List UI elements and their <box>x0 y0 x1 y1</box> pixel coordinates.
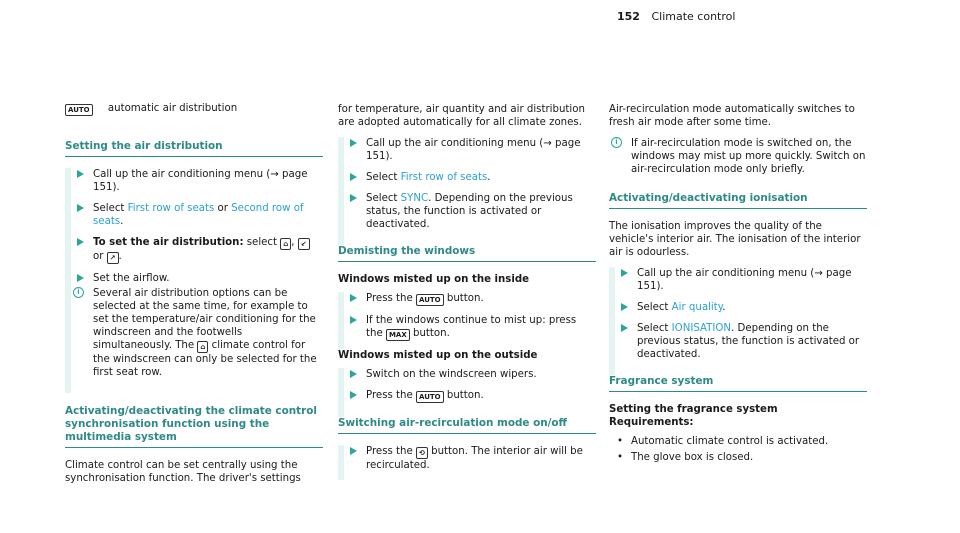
step-text: Select <box>366 193 401 204</box>
section-title: Climate control <box>651 10 736 23</box>
step-text: If the windows continue to mist up: press the <box>366 315 577 339</box>
step <box>338 192 596 245</box>
windscreen-icon: ⌂ <box>197 341 208 353</box>
step <box>65 272 323 393</box>
menu-item-first-row: First row of seats <box>127 203 215 214</box>
info-icon: i <box>73 287 84 298</box>
subheading-requirements: Requirements: <box>609 417 694 428</box>
max-defrost-icon: MAX <box>386 329 410 341</box>
paragraph: for temperature, air quantity and air distribution are adopted automatically for all climate zones. <box>338 104 585 128</box>
paragraph: Climate control can be set centrally using the synchronisation function. The driver's settings <box>65 460 301 484</box>
step-text: . <box>118 251 122 262</box>
column-2 <box>338 103 596 480</box>
menu-item-ionisation: IONISATION <box>671 323 732 334</box>
windscreen-icon: ⌂ <box>280 238 291 250</box>
step-arrow-icon <box>77 238 84 246</box>
step-arrow-icon <box>350 173 357 181</box>
note <box>71 287 323 393</box>
step-label: To set the air distribution: <box>93 237 244 248</box>
step <box>65 202 323 236</box>
step-text: button. <box>443 293 484 304</box>
step-arrow-icon <box>77 204 84 212</box>
step-arrow-icon <box>350 370 357 378</box>
step <box>338 368 596 389</box>
note <box>609 137 867 176</box>
step <box>338 171 596 192</box>
step-text: Select <box>93 203 128 214</box>
step-text: button. <box>409 328 450 339</box>
paragraph: The ionisation improves the quality of the vehicle's interior air. The ionisation of the interior air is odourless. <box>609 221 861 258</box>
step-text: . Depending on the previous status, the function is activated or deactivated. <box>637 323 860 360</box>
step <box>338 292 596 314</box>
step-arrow-icon <box>350 316 357 324</box>
step <box>65 236 323 272</box>
menu-item-sync: SYNC <box>400 193 429 204</box>
step <box>338 314 596 349</box>
list-item: • Automatic climate control is activated. <box>609 435 867 448</box>
paragraph: Air-recirculation mode automatically switches to fresh air mode after some time. <box>609 104 855 128</box>
recirculation-icon: ⟲ <box>416 447 428 459</box>
step-text: Select <box>637 302 672 313</box>
column-1 <box>65 140 323 493</box>
step-arrow-icon <box>350 447 357 455</box>
menu-item-first-row: First row of seats <box>400 172 488 183</box>
step-arrow-icon <box>350 294 357 302</box>
auto-distribution-icon: AUTO <box>65 104 93 116</box>
step-text: , <box>291 237 298 248</box>
step-arrow-icon <box>621 303 628 311</box>
step-text: or <box>214 203 232 214</box>
step-arrow-icon <box>621 324 628 332</box>
airflow-down-icon: ↙ <box>298 238 310 250</box>
step-text: select <box>243 237 281 248</box>
note-text: climate control for the windscreen can only be selected for the first seat row. <box>93 340 317 378</box>
step-text: . <box>120 216 124 227</box>
step-text: Call up the air conditioning menu (→ page 151). <box>366 138 581 162</box>
auto-button-icon: AUTO <box>416 391 444 403</box>
info-icon: i <box>611 137 622 148</box>
step-arrow-icon <box>350 194 357 202</box>
step-text: . <box>487 172 491 183</box>
column-3 <box>609 103 867 467</box>
step-text: button. <box>443 390 484 401</box>
step <box>338 137 596 171</box>
page-number: 152 <box>617 10 640 23</box>
heading-demisting: Demisting the windows <box>338 245 596 262</box>
note-text: Several air distribution options can be selected at the same time, for example to set the temperature/air conditioning for the windscreen and the footwells simultaneously. The <box>93 288 316 351</box>
step-text: Press the <box>366 390 417 401</box>
heading-fragrance: Fragrance system <box>609 375 867 392</box>
subheading-inside: Windows misted up on the inside <box>338 274 530 285</box>
step-arrow-icon <box>350 139 357 147</box>
step-arrow-icon <box>77 170 84 178</box>
step <box>65 168 323 202</box>
step-text: or <box>93 251 107 262</box>
step-arrow-icon <box>621 269 628 277</box>
step <box>338 389 596 417</box>
step-text: . <box>722 302 726 313</box>
step-text: Set the airflow. <box>93 273 170 284</box>
step-text: Select <box>366 172 401 183</box>
step-text: Call up the air conditioning menu (→ page 151). <box>637 268 852 292</box>
step-text: Switch on the windscreen wipers. <box>366 369 537 380</box>
step <box>338 445 596 480</box>
step-arrow-icon <box>350 391 357 399</box>
subheading-setting-fragrance: Setting the fragrance system <box>609 404 778 415</box>
step-text: button. The interior air will be recirculated. <box>366 446 583 471</box>
step-arrow-icon <box>77 274 84 282</box>
auto-distribution-line <box>65 102 237 116</box>
auto-distribution-text: automatic air distribution <box>107 103 238 114</box>
page-header <box>617 10 735 23</box>
menu-item-air-quality: Air quality <box>671 302 723 313</box>
note-text: If air-recirculation mode is switched on, the windows may mist up more quickly. Switch on air-recirculation mode only briefly. <box>631 138 866 175</box>
step-text: Select <box>637 323 672 334</box>
menu-item-second-row: Second row of seats <box>93 203 304 227</box>
step-text: Press the <box>366 293 417 304</box>
step-text: . Depending on the previous status, the function is activated or deactivated. <box>366 193 573 230</box>
subheading-outside: Windows misted up on the outside <box>338 350 538 361</box>
step-text: Press the <box>366 446 417 457</box>
step <box>609 322 867 375</box>
step-text: Call up the air conditioning menu (→ page 151). <box>93 169 308 193</box>
heading-recirculation: Switching air-recirculation mode on/off <box>338 417 596 434</box>
step <box>609 301 867 322</box>
heading-sync: Activating/deactivating the climate control synchronisation function using the multimedia system <box>65 405 323 448</box>
airflow-up-icon: ↗ <box>107 252 119 264</box>
list-item: • The glove box is closed. <box>609 451 867 464</box>
auto-button-icon: AUTO <box>416 294 444 306</box>
heading-ionisation: Activating/deactivating ionisation <box>609 192 867 209</box>
step <box>609 267 867 301</box>
heading-setting-air-distribution: Setting the air distribution <box>65 140 323 157</box>
